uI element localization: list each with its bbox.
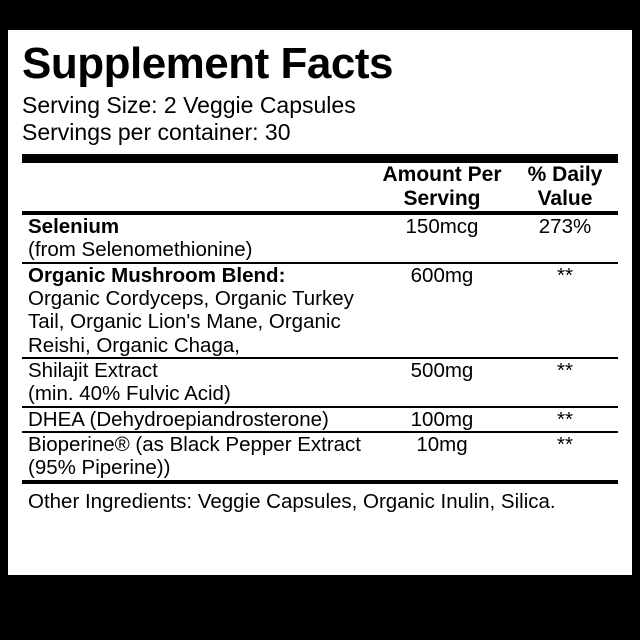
- row-daily-value: **: [557, 263, 573, 287]
- nutrition-table: [22, 163, 618, 211]
- nutrient-name: Selenium: [28, 214, 120, 238]
- nutrient-name: Shilajit Extract: [28, 358, 158, 382]
- table-row: [22, 215, 618, 262]
- row-name-cell: [22, 215, 372, 262]
- table-header-row: [22, 163, 618, 211]
- row-daily-value: 273%: [538, 214, 592, 238]
- row-amount: 500mg: [410, 358, 474, 382]
- label-content: [22, 39, 618, 567]
- row-amount: 600mg: [410, 263, 474, 287]
- servings-per-container-text: Servings per container: 30: [22, 118, 291, 145]
- header-daily-value: % Daily Value: [527, 162, 603, 210]
- nutrient-subtext: Organic Cordyceps, Organic Turkey Tail, Organic Lion's Mane, Organic Reishi, Organic Chaga,: [28, 286, 354, 357]
- nutrition-rows-2: [22, 264, 618, 357]
- row-name-cell: [22, 433, 372, 480]
- nutrient-name: DHEA (Dehydroepiandrosterone): [28, 407, 329, 431]
- row-amount: 150mcg: [405, 214, 479, 238]
- table-row: [22, 433, 618, 480]
- table-row: [22, 264, 618, 357]
- other-ingredients-text: Other Ingredients: Veggie Capsules, Organic Inulin, Silica.: [28, 489, 556, 513]
- nutrient-subtext: (min. 40% Fulvic Acid): [28, 382, 231, 406]
- row-amount: 100mg: [410, 407, 474, 431]
- nutrition-rows-5: [22, 433, 618, 480]
- header-amount-per-serving: Amount Per Serving: [382, 162, 502, 210]
- nutrient-subtext: (from Selenomethionine): [28, 238, 253, 262]
- row-daily-value: **: [557, 358, 573, 382]
- row-name-cell: [22, 264, 372, 357]
- row-name-cell: [22, 408, 372, 431]
- header-name: [22, 163, 372, 211]
- row-daily-value: **: [557, 433, 573, 457]
- row-daily-value: **: [557, 407, 573, 431]
- row-amount: 10mg: [416, 433, 468, 457]
- serving-size-text: Serving Size: 2 Veggie Capsules: [22, 92, 356, 118]
- table-row: [22, 408, 618, 431]
- table-row: [22, 359, 618, 406]
- page-title: Supplement Facts: [22, 39, 393, 88]
- row-name-cell: [22, 359, 372, 406]
- nutrition-rows-3: [22, 359, 618, 406]
- nutrition-rows-4: [22, 408, 618, 431]
- divider-thick-top: [22, 154, 618, 163]
- nutrition-rows: [22, 215, 618, 262]
- nutrient-name: Organic Mushroom Blend:: [28, 263, 286, 287]
- supplement-facts-panel: [8, 30, 632, 575]
- nutrient-name: Bioperine® (as Black Pepper Extract (95% Piperine)): [28, 433, 362, 480]
